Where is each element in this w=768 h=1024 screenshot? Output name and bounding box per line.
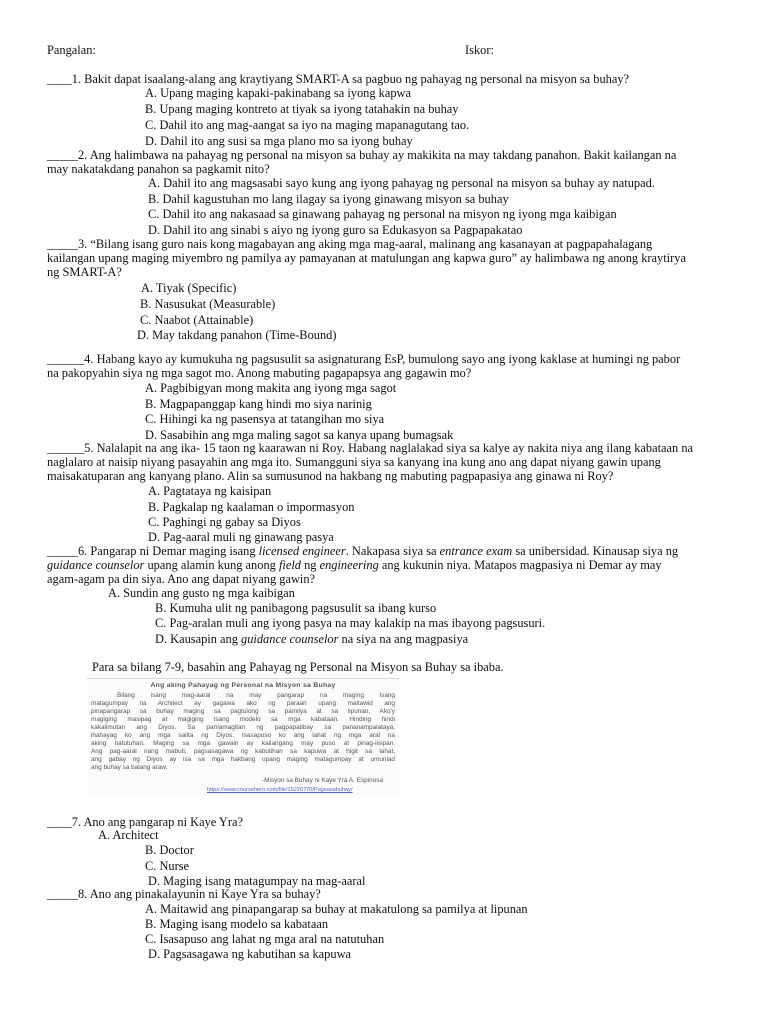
option-c: C. Dahil ito ang mag-aangat sa iyo na maging mapanagutang tao.: [145, 118, 470, 132]
option-b: B. Doctor: [145, 843, 194, 857]
passage-line: matagumpay na Architect ay gagawa ako ng paraan upang maitawid ang: [91, 700, 395, 707]
answer-blank[interactable]: _____: [47, 237, 78, 251]
option-c: C. Isasapuso ang lahat ng mga aral na natutuhan: [145, 932, 385, 946]
question-text: 7. Ano ang pangarap ni Kaye Yra?: [71, 815, 244, 829]
option-text: D. Kausapin ang: [155, 632, 242, 646]
option-c: C. Hihingi ka ng pasensya at tatangihan mo siya: [145, 412, 385, 426]
question-text: . Nakapasa siya sa: [345, 544, 440, 558]
option-d: D. Dahil ito ang sinabi s aiyo ng iyong guro sa Edukasyon sa Pagpapakatao: [148, 223, 523, 237]
name-label: Pangalan:: [47, 43, 96, 57]
italic-term: field: [278, 558, 301, 572]
question-4-cont: na pakopyahin siya ng mga sagot mo. Anong mabuting pagapapsya ang gagawin mo?: [47, 366, 472, 380]
option-d: [155, 632, 468, 646]
option-d: D. Sasabihin ang mga maling sagot sa kanya upang bumagsak: [145, 428, 454, 442]
instruction-text: Para sa bilang 7-9, basahin ang Pahayag ng Personal na Misyon sa Buhay sa ibaba.: [92, 660, 504, 674]
question-text: 6. Pangarap ni Demar maging isang: [77, 544, 259, 558]
option-d: D. May takdang panahon (Time-Bound): [137, 328, 337, 342]
question-text: upang alamin kung anong: [144, 558, 279, 572]
option-a: A. Pagbibigyan mong makita ang iyong mga sagot: [145, 381, 397, 395]
question-5-cont: maisakatuparan ang kanyang plano. Alin sa sumusunod na hakbang ng mabuting pagpapasiya ang ginawa ni Roy?: [47, 469, 614, 483]
question-8: [47, 887, 727, 902]
option-text: na siya na ang magpasiya: [338, 632, 469, 646]
question-6: [47, 544, 727, 559]
question-text-line1: 2. Ang halimbawa na pahayag ng personal na misyon sa buhay ay makikita na may takdang panahon. Bakit kailangan na: [77, 148, 677, 162]
option-b: B. Upang maging kontreto at tiyak sa iyong tatahakin na buhay: [145, 102, 459, 116]
passage-line: ihahayag ko ang mga salita ng Diyos. Isasapuso ko ang lahat ng mga aral na: [91, 732, 395, 739]
option-a: A. Maitawid ang pinapangarap sa buhay at makatulong sa pamilya at lipunan: [145, 902, 528, 916]
question-text: sa unibersidad. Kinausap siya ng: [512, 544, 679, 558]
question-text-line1: 4. Habang kayo ay kumukuha ng pagsusulit sa asignaturang EsP, bumulong sayo ang iyong kaklase at humingi ng pabor: [84, 352, 681, 366]
question-6-cont: [47, 558, 727, 573]
passage-line: ang gabay ng Diyos ay isa sa mga hakbang upang maging matagumpay at umunlad: [91, 756, 395, 763]
option-b: B. Maging isang modelo sa kabataan: [145, 917, 329, 931]
option-b: B. Dahil kagustuhan mo lang ilagay sa iyong ginawang misyon sa buhay: [148, 192, 509, 206]
option-c: C. Paghingi ng gabay sa Diyos: [148, 515, 301, 529]
answer-blank[interactable]: ____: [47, 72, 72, 86]
passage-line: magiging masipag at magiging isang modelo sa mga kabataan. Hinding hindi: [91, 716, 395, 723]
question-2: [47, 148, 727, 163]
answer-blank[interactable]: _____: [47, 887, 78, 901]
italic-term: licensed engineer: [258, 544, 346, 558]
question-text: ang kukunin niya. Matapos magpasiya ni Demar ay may: [378, 558, 662, 572]
question-1: [47, 72, 727, 87]
passage-line: Bilang isang mag-aaral na may pangarap na maging isang: [117, 692, 395, 699]
question-4: [47, 352, 727, 367]
option-b: B. Magpapanggap kang hindi mo siya narinig: [145, 397, 372, 411]
option-a: A. Dahil ito ang magsasabi sayo kung ang iyong pahayag ng personal na misyon sa buhay ay natupad.: [148, 176, 655, 190]
question-2-cont: may nakatakdang panahon sa pagkamit nito?: [47, 162, 270, 176]
mission-statement-image: [87, 678, 399, 796]
question-6-cont: agam-agam pa din siya. Ano ang dapat niyang gawin?: [47, 572, 316, 586]
italic-term: engineering: [319, 558, 379, 572]
question-text: ng: [300, 558, 320, 572]
passage-line: Ang pag-aaral nang mabuti, pagsasagawa ng kabutihan sa kapuwa at higit sa lahat,: [91, 748, 395, 755]
answer-blank[interactable]: _____: [47, 148, 78, 162]
question-3-cont: ng SMART-A?: [47, 265, 122, 279]
passage-line: kakalimutan ang Diyos. Sa pamamagitan ng pagpapatibay sa pananampalataya,: [91, 724, 395, 731]
italic-term: guidance counselor: [241, 632, 339, 646]
question-5-cont: naglalaro at naisip niyang pasayahin ang mga ito. Sumangguni siya sa kanyang ina kung ano ang dapat niyang gawin upang: [47, 455, 661, 469]
option-d: D. Dahil ito ang susi sa mga plano mo sa iyong buhay: [145, 134, 413, 148]
question-3: [47, 237, 727, 252]
option-a: A. Architect: [98, 828, 159, 842]
option-a: A. Sundin ang gusto ng mga kaibigan: [108, 586, 295, 600]
question-3-cont: kailangan upang maging miyembro ng pamilya ay pamayanan at matulungan ang kapwa guro” ay halimbawa ng anong kraytirya: [47, 251, 686, 265]
option-c: C. Pag-aralan muli ang iyong pasya na may kalakip na mas ibayong pagsusuri.: [155, 616, 546, 630]
question-text: 8. Ano ang pinakalayunin ni Kaye Yra sa buhay?: [77, 887, 321, 901]
option-c: C. Dahil ito ang nakasaad sa ginawang pahayag ng personal na misyon ng iyong mga kaibigan: [148, 207, 617, 221]
answer-blank[interactable]: ______: [47, 352, 85, 366]
option-a: A. Upang maging kapaki-pakinabang sa iyong kapwa: [145, 86, 411, 100]
option-c: C. Nurse: [145, 859, 190, 873]
option-d: D. Pagsasagawa ng kabutihan sa kapuwa: [148, 947, 352, 961]
answer-blank[interactable]: _____: [47, 544, 78, 558]
option-c: C. Naabot (Attainable): [140, 313, 254, 327]
option-b: B. Kumuha ulit ng panibagong pagsusulit sa ibang kurso: [155, 601, 437, 615]
option-a: A. Tiyak (Specific): [141, 281, 237, 295]
answer-blank[interactable]: ____: [47, 815, 72, 829]
answer-blank[interactable]: ______: [47, 441, 85, 455]
question-5: [47, 441, 727, 456]
option-d: D. Maging isang matagumpay na mag-aaral: [148, 874, 366, 888]
source-link[interactable]: https://www.coursehero.com/file/15220770/Pagsasabuhay/: [207, 787, 353, 793]
option-b: B. Pagkalap ng kaalaman o impormasyon: [148, 500, 355, 514]
option-b: B. Nasusukat (Measurable): [140, 297, 276, 311]
italic-term: entrance exam: [439, 544, 513, 558]
question-text-line1: 5. Nalalapit na ang ika- 15 taon ng kaarawan ni Roy. Habang naglalakad siya sa kalye ay nakita niya ang ilang kabataan na: [84, 441, 694, 455]
passage-line: pinapangarap sa buhay maging sa pagtulong sa pamilya at sa lipunan. Ako'y: [91, 708, 395, 715]
score-label: Iskor:: [465, 43, 494, 57]
passage-signature: -Misyon sa Buhay ni Kaye Yra A. Espinosa: [262, 777, 384, 784]
passage-title: Ang aking Pahayag ng Personal na Misyon sa Buhay: [150, 682, 336, 689]
question-text: 1. Bakit dapat isaalang-alang ang kraytiyang SMART-A sa pagbuo ng pahayag ng personal na misyon sa buhay?: [71, 72, 630, 86]
option-d: D. Pag-aaral muli ng ginawang pasya: [148, 530, 334, 544]
option-a: A. Pagtataya ng kaisipan: [148, 484, 272, 498]
passage-line: aking natutuhan. Maging sa mga gawain ay kailangang may puso at pinag-iisipan.: [91, 740, 395, 747]
passage-line: ang buhay sa balang araw.: [91, 764, 168, 771]
question-text-line1: 3. “Bilang isang guro nais kong magabayan ang aking mga mag-aaral, malinang ang kasanayan at pagpapahalagang: [77, 237, 653, 251]
italic-term: guidance counselor: [47, 558, 145, 572]
